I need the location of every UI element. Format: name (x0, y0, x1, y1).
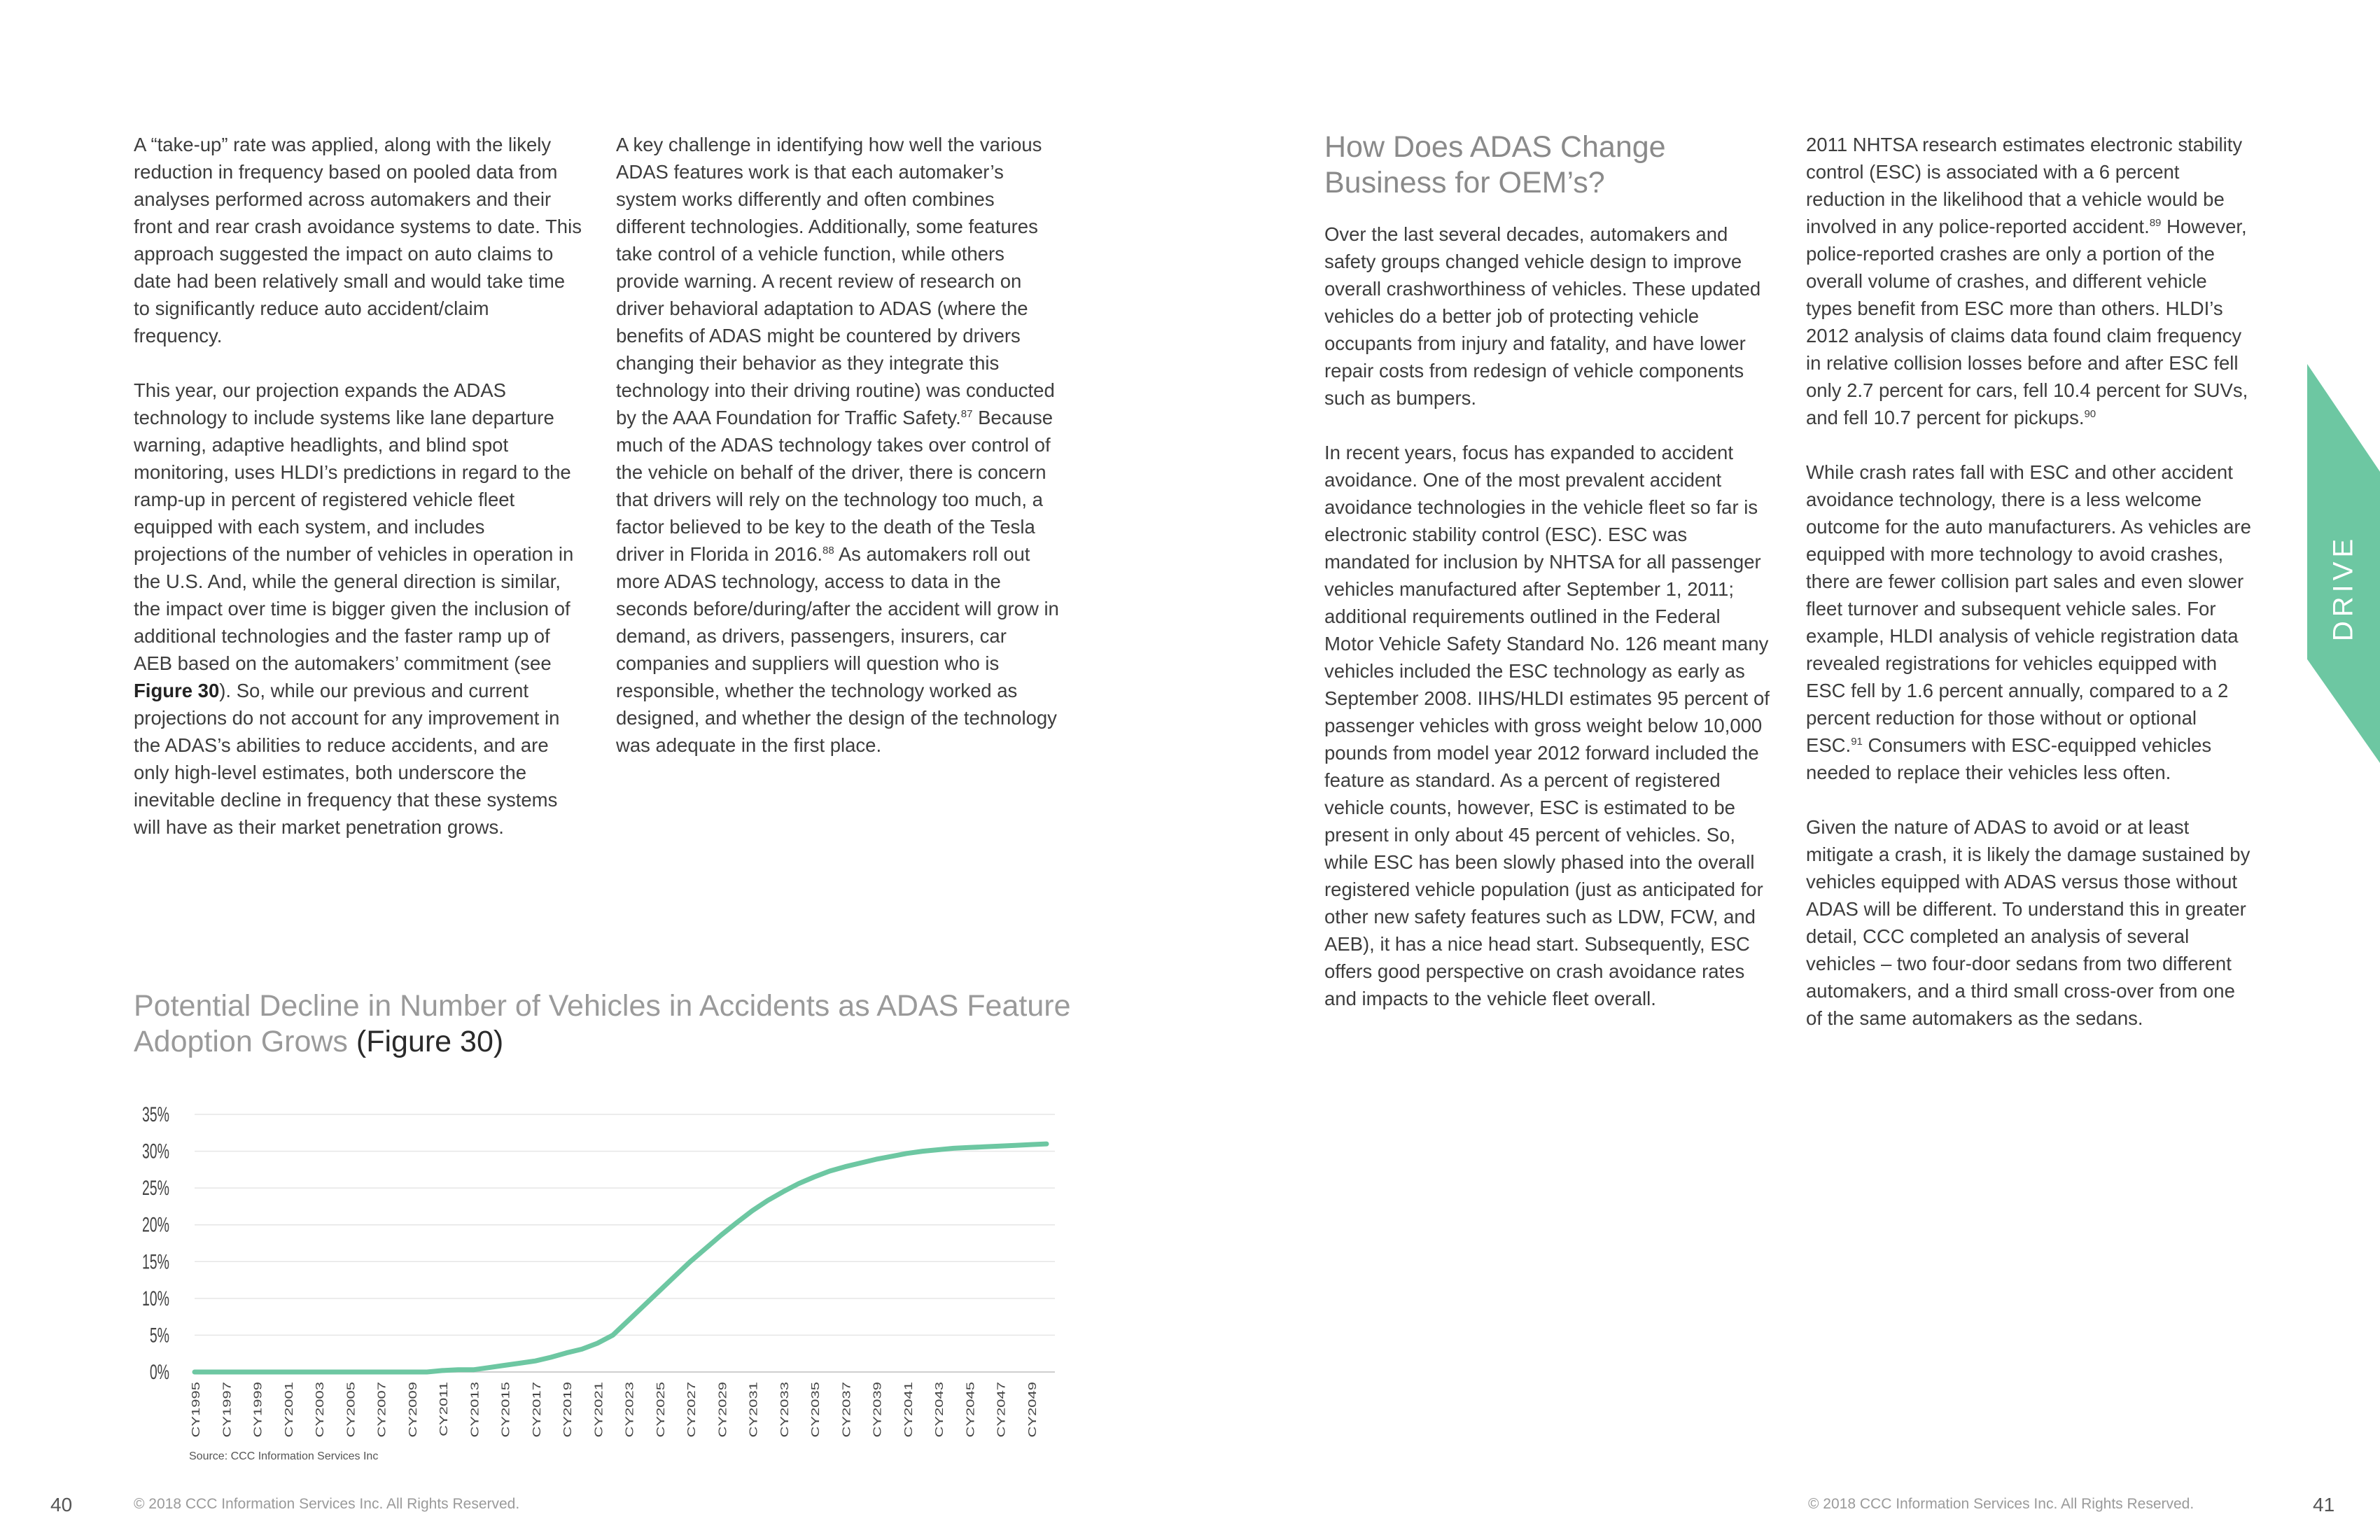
paragraph (1806, 131, 2254, 431)
x-tick-label: CY2021 (593, 1382, 606, 1438)
paragraph-text: 2011 NHTSA research estimates electronic stability control (ESC) is associated with a 6 percent reduction in the likelihood that a vehicle would be involved in any police-reported accident. (1806, 134, 2243, 237)
x-tick-label: CY2045 (965, 1382, 977, 1438)
chart-source: Source: CCC Information Services Inc (189, 1450, 379, 1462)
x-tick-label: CY2041 (902, 1382, 915, 1438)
paragraph: Over the last several decades, automakers and safety groups changed vehicle design to improve overall crashworthiness of vehicles. These updated vehicles do a better job of protecting vehicle occupants from injury and fatality, and have lower repair costs from redesign of vehicle components such as bumpers. (1324, 223, 1761, 409)
y-tick-label: 30% (141, 1140, 169, 1163)
paragraph-text: However, police-reported crashes are only a portion of the overall volume of crashes, and different vehicle types benefit from ESC more than others. HLDI’s 2012 analysis of claims data found claim frequency in relative collision losses before and after ESC fell only 2.7 percent for cars, fell 10.4 percent for SUVs, and fell 10.7 percent for pickups. (1806, 216, 2248, 428)
x-tick-label: CY2003 (314, 1382, 327, 1438)
page-number-left: 40 (50, 1494, 73, 1516)
y-tick-label: 15% (141, 1250, 169, 1274)
x-tick-label: CY2001 (283, 1382, 295, 1438)
x-tick-label: CY2029 (717, 1382, 729, 1438)
series-line (195, 1144, 1046, 1372)
footnote-ref: 88 (822, 544, 834, 556)
x-tick-label: CY2019 (561, 1382, 575, 1438)
paragraph-text: This year, our projection expands the ADAS technology to include systems like lane departure warning, adaptive headlights, and blind spot monitoring, uses HLDI’s predictions in regard to the ramp-up in percent of registered vehicle fleet equipped with each system, and includes projections of the number of vehicles in operation in the U.S. And, while the general direction is similar, the impact over time is bigger given the inclusion of additional technologies and the faster ramp up of AEB based on the automakers’ commitment (see (134, 379, 574, 674)
paragraph-text: While crash rates fall with ESC and other accident avoidance technology, there is a less welcome outcome for the auto manufacturers. As vehicles are equipped with more technology to avoid crashes, there are fewer collision part sales and even slower fleet turnover and subsequent vehicle sales. For example, HLDI analysis of vehicle registration data revealed registrations for vehicles equipped with ESC fell by 1.6 percent annually, compared to a 2 percent reduction for those without or optional ESC. (1806, 461, 2251, 756)
chart-y-axis (142, 1103, 169, 1384)
copyright-right: © 2018 CCC Information Services Inc. All Rights Reserved. (1808, 1496, 2194, 1512)
x-tick-label: CY2035 (809, 1382, 822, 1438)
y-tick-label: 25% (141, 1177, 169, 1200)
footnote-ref: 89 (2149, 216, 2162, 229)
x-tick-label: CY2033 (778, 1382, 791, 1438)
x-tick-label: CY2023 (624, 1382, 636, 1438)
figure-reference: Figure 30 (134, 680, 220, 701)
paragraph (134, 377, 582, 841)
chart-series (195, 1144, 1046, 1372)
x-tick-label: CY1997 (221, 1382, 234, 1438)
paragraph-text: As automakers roll out more ADAS technology, access to data in the seconds before/during/after the accident will grow in demand, as drivers, passengers, insurers, car companies and suppliers will question who is responsible, whether the technology worked as designed, and whether the design of the technology was adequate in the first place. (616, 543, 1059, 756)
x-tick-label: CY2015 (500, 1382, 512, 1438)
paragraph-text: A key challenge in identifying how well the various ADAS features work is that each automaker’s system works differently and often combines different technologies. Additionally, some features take control of a vehicle function, while others provide warning. A recent review of research on driver behavioral adaptation to ADAS (where the benefits of ADAS might be countered by drivers changing their behavior as they integrate this technology into their driving routine) was conducted by the AAA Foundation for Traffic Safety. (616, 134, 1055, 428)
copyright-left: © 2018 CCC Information Services Inc. All Rights Reserved. (134, 1496, 520, 1512)
left-column-1 (134, 131, 582, 841)
x-tick-label: CY2049 (1026, 1382, 1040, 1438)
y-tick-label: 35% (141, 1102, 169, 1127)
x-tick-label: CY2011 (438, 1382, 451, 1436)
paragraph: In recent years, focus has expanded to accident avoidance. One of the most prevalent accident avoidance technologies in the vehicle fleet so far is electronic stability control (ESC). ESC was mandated for inclusion by NHTSA for all passenger vehicles manufactured after September 1, 2011; additional requirements outlined in the Federal Motor Vehicle Safety Standard No. 126 meant many vehicles included the ESC technology as early as September 2008. IIHS/HLDI estimates 95 percent of passenger vehicles with gross weight below 10,000 pounds from model year 2012 forward included the feature as standard. As a percent of registered vehicle counts, however, ESC is estimated to be present in only about 45 percent of vehicles. So, while ESC has been slowly phased into the overall registered vehicle population (just as anticipated for other new safety features such as LDW, FCW, and AEB), it has a nice head start. Subsequently, ESC offers good perspective on crash avoidance rates and impacts to the vehicle fleet overall. (1324, 442, 1770, 1009)
x-tick-label: CY2037 (841, 1382, 853, 1438)
paragraph (616, 131, 1064, 759)
y-tick-label: 0% (149, 1360, 169, 1385)
x-tick-label: CY1999 (252, 1382, 265, 1438)
x-tick-label: CY2025 (654, 1382, 667, 1438)
paragraph (1806, 458, 2254, 786)
y-tick-label: 10% (141, 1287, 169, 1310)
x-tick-label: CY2031 (748, 1382, 760, 1438)
footnote-ref: 91 (1851, 735, 1863, 748)
chart-title (134, 988, 1079, 1060)
y-tick-label: 20% (141, 1213, 169, 1237)
chart-title-text: Potential Decline in Number of Vehicles in Accidents as ADAS Feature Adoption Grows (134, 989, 1071, 1058)
x-tick-label: CY2009 (407, 1382, 419, 1438)
x-tick-label: CY2047 (995, 1382, 1008, 1438)
x-tick-label: CY2017 (531, 1382, 543, 1438)
x-tick-label: CY2039 (872, 1382, 884, 1438)
line-chart (126, 1092, 1064, 1449)
right-column-1 (1324, 220, 1772, 1012)
paragraph-text: Consumers with ESC-equipped vehicles needed to replace their vehicles less often. (1806, 734, 2212, 783)
page-number-right: 41 (2313, 1494, 2335, 1516)
footnote-ref: 90 (2084, 407, 2096, 420)
x-tick-label: CY2027 (685, 1382, 699, 1438)
paragraph-text: ). So, while our previous and current projections do not account for any improvement in the ADAS’s abilities to reduce accidents, and are only high-level estimates, both underscore the inevitable decline in frequency that these systems will have as their market penetration grows. (134, 680, 560, 838)
paragraph: Given the nature of ADAS to avoid or at least mitigate a crash, it is likely the damage sustained by vehicles equipped with ADAS versus those without ADAS will be different. To understand this in greater detail, CCC completed an analysis of several vehicles – two four-door sedans from two different automakers, and a third small cross-over from one of the same automakers as the sedans. (1806, 816, 2250, 1029)
left-column-2 (616, 131, 1064, 759)
x-tick-label: CY2043 (933, 1382, 946, 1438)
footnote-ref: 87 (960, 407, 973, 420)
x-tick-label: CY2013 (469, 1382, 482, 1438)
y-tick-label: 5% (149, 1324, 169, 1348)
paragraph: A “take-up” rate was applied, along with the likely reduction in frequency based on pooled data from analyses performed across automakers and their front and rear crash avoidance systems to date. This approach suggested the impact on auto claims to date had been relatively small and would take time to significantly reduce auto accident/claim frequency. (134, 134, 582, 346)
section-heading: How Does ADAS Change Business for OEM’s? (1324, 130, 1666, 200)
x-tick-label: CY2005 (345, 1382, 358, 1438)
x-tick-label: CY1995 (190, 1382, 203, 1438)
chart-figure-label: (Figure 30) (356, 1025, 504, 1058)
chart-x-axis (190, 1382, 1039, 1437)
x-tick-label: CY2007 (376, 1382, 388, 1438)
right-column-2 (1806, 131, 2254, 1032)
paragraph-text: Because much of the ADAS technology takes over control of the vehicle on behalf of the driver, there is concern that drivers will rely on the technology too much, a factor believed to be key to the death of the Tesla driver in Florida in 2016. (616, 407, 1054, 565)
